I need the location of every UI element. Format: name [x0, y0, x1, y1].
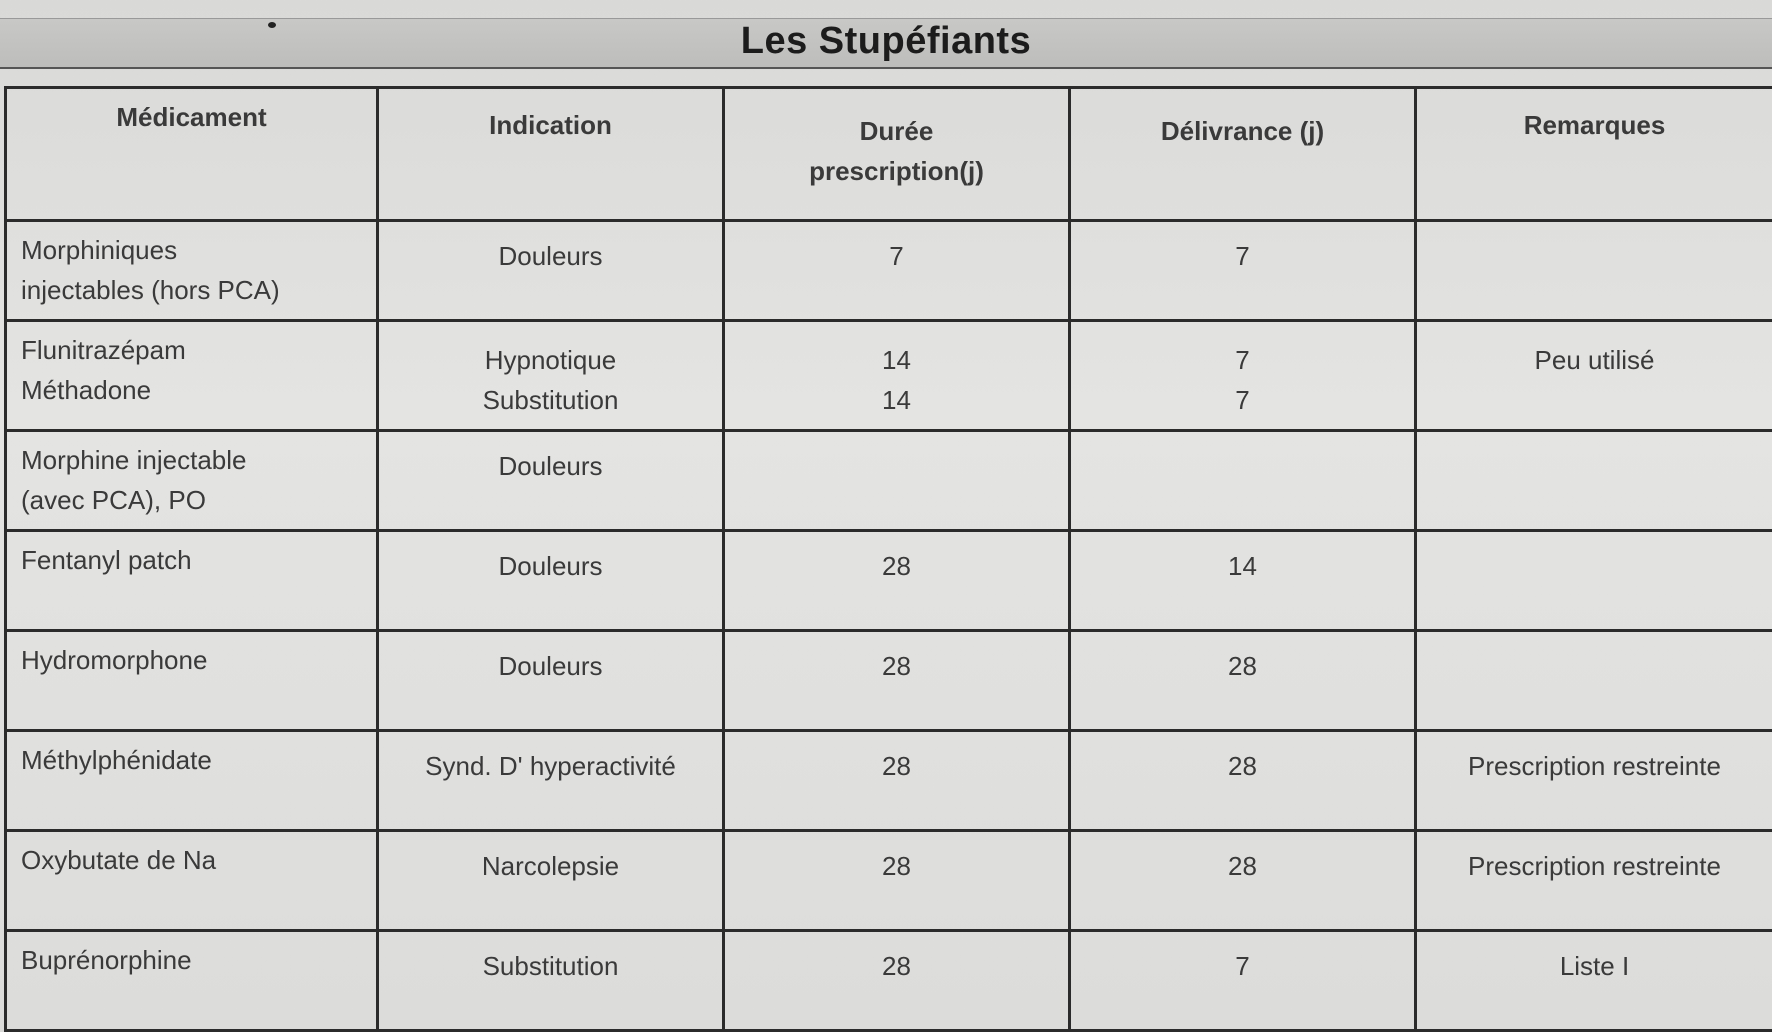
header-duree-line1: Durée [739, 111, 1054, 151]
cell-medicament-line: Méthylphénidate [21, 740, 362, 780]
cell-indication-line: Synd. D' hyperactivité [393, 746, 708, 786]
table-row [6, 630, 1772, 730]
cell-duree-line: 28 [739, 546, 1054, 586]
cell-duree-line: 28 [739, 746, 1054, 786]
cell-medicament-line: Oxybutate de Na [21, 840, 362, 880]
cell-indication-line: Douleurs [393, 646, 708, 686]
cell-delivrance [1070, 321, 1416, 431]
cell-duree-line: 7 [739, 236, 1054, 276]
cell-medicament [6, 321, 378, 431]
cell-remarques-line: Prescription restreinte [1431, 746, 1758, 786]
cell-delivrance-line: 7 [1085, 946, 1400, 986]
table-row [6, 221, 1772, 321]
cell-delivrance [1070, 430, 1416, 530]
cell-indication [378, 730, 724, 830]
header-indication: Indication [378, 88, 724, 221]
cell-duree [724, 321, 1070, 431]
cell-delivrance-line: 7 [1085, 380, 1400, 420]
cell-remarques [1416, 221, 1772, 321]
cell-medicament-line: Morphiniques [21, 230, 362, 270]
cell-delivrance [1070, 830, 1416, 930]
cell-delivrance [1070, 630, 1416, 730]
cell-indication-line: Hypnotique [393, 340, 708, 380]
table-row [6, 730, 1772, 830]
table-row [6, 430, 1772, 530]
cell-indication [378, 221, 724, 321]
cell-remarques [1416, 830, 1772, 930]
cell-indication [378, 930, 724, 1030]
cell-medicament [6, 930, 378, 1030]
cell-medicament-line: Fentanyl patch [21, 540, 362, 580]
header-medicament: Médicament [6, 88, 378, 221]
cell-indication [378, 321, 724, 431]
cell-remarques [1416, 630, 1772, 730]
table-row [6, 321, 1772, 431]
cell-duree [724, 630, 1070, 730]
cell-duree-line: 28 [739, 846, 1054, 886]
cell-delivrance-line: 28 [1085, 846, 1400, 886]
cell-delivrance-line: 28 [1085, 746, 1400, 786]
cell-indication-line: Substitution [393, 380, 708, 420]
cell-duree [724, 730, 1070, 830]
stupefiants-table [4, 86, 1772, 1032]
header-duree-line2: prescription(j) [739, 151, 1054, 191]
cell-indication-line: Substitution [393, 946, 708, 986]
cell-duree [724, 221, 1070, 321]
cell-medicament [6, 221, 378, 321]
cell-delivrance-line: 28 [1085, 646, 1400, 686]
cell-medicament-line: Hydromorphone [21, 640, 362, 680]
cell-duree [724, 430, 1070, 530]
cell-delivrance [1070, 730, 1416, 830]
cell-medicament-line: (avec PCA), PO [21, 480, 362, 520]
table-row [6, 830, 1772, 930]
cell-remarques [1416, 430, 1772, 530]
cell-duree-line: 14 [739, 340, 1054, 380]
cell-delivrance-line: 7 [1085, 340, 1400, 380]
cell-medicament [6, 730, 378, 830]
cell-remarques [1416, 730, 1772, 830]
cell-duree-line: 28 [739, 646, 1054, 686]
cell-remarques-line: Prescription restreinte [1431, 846, 1758, 886]
cell-medicament-line: injectables (hors PCA) [21, 270, 362, 310]
cell-duree [724, 530, 1070, 630]
cell-delivrance [1070, 530, 1416, 630]
cell-remarques [1416, 930, 1772, 1030]
cell-medicament [6, 430, 378, 530]
cell-medicament [6, 830, 378, 930]
cell-remarques [1416, 530, 1772, 630]
cell-indication [378, 430, 724, 530]
header-remarques: Remarques [1416, 88, 1772, 221]
table-row [6, 930, 1772, 1030]
cell-indication-line: Douleurs [393, 546, 708, 586]
page-title: Les Stupéfiants [0, 20, 1772, 63]
table-body [6, 221, 1772, 1031]
cell-remarques-line: Liste I [1431, 946, 1758, 986]
cell-indication-line: Narcolepsie [393, 846, 708, 886]
cell-duree [724, 830, 1070, 930]
header-delivrance: Délivrance (j) [1070, 88, 1416, 221]
table-row [6, 530, 1772, 630]
cell-indication-line: Douleurs [393, 446, 708, 486]
cell-delivrance-line: 7 [1085, 236, 1400, 276]
cell-delivrance-line: 14 [1085, 546, 1400, 586]
cell-medicament-line: Buprénorphine [21, 940, 362, 980]
cell-medicament-line: Morphine injectable [21, 440, 362, 480]
cell-delivrance [1070, 221, 1416, 321]
cell-duree [724, 930, 1070, 1030]
cell-medicament [6, 530, 378, 630]
header-duree [724, 88, 1070, 221]
cell-medicament [6, 630, 378, 730]
cell-medicament-line: Méthadone [21, 370, 362, 410]
cell-indication [378, 830, 724, 930]
table-header-row [6, 88, 1772, 221]
cell-remarques [1416, 321, 1772, 431]
cell-indication [378, 530, 724, 630]
cell-delivrance [1070, 930, 1416, 1030]
cell-duree-line: 14 [739, 380, 1054, 420]
cell-indication [378, 630, 724, 730]
cell-duree-line: 28 [739, 946, 1054, 986]
cell-remarques-line: Peu utilisé [1431, 340, 1758, 380]
cell-indication-line: Douleurs [393, 236, 708, 276]
cell-medicament-line: Flunitrazépam [21, 330, 362, 370]
